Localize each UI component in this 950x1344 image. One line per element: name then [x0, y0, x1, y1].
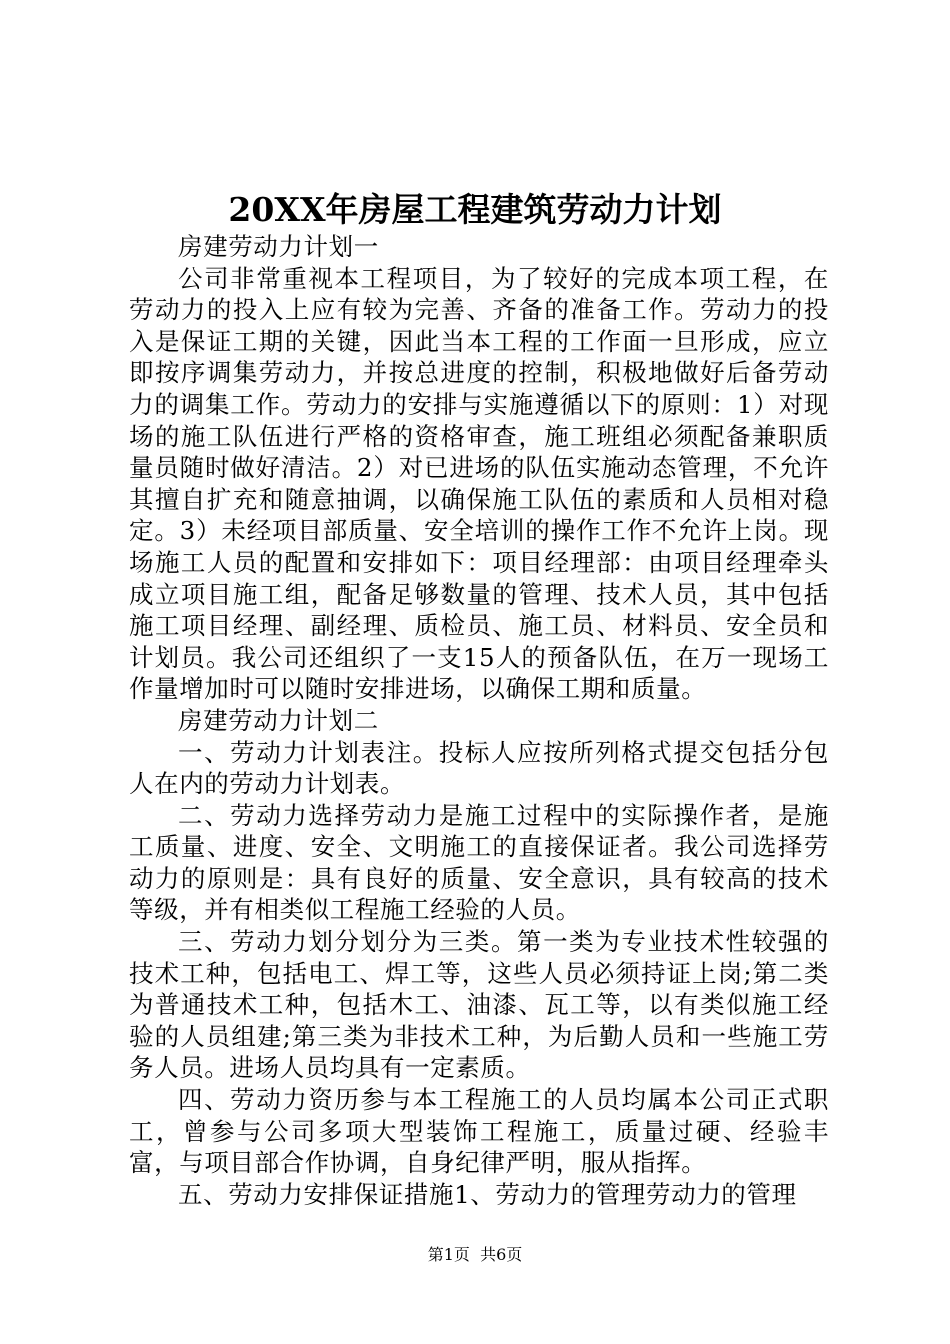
document-title: 20XX年房屋工程建筑劳动力计划 [228, 190, 722, 229]
document-body [129, 231, 829, 1210]
page-number-footer: 第1页 共6页 [427, 1245, 523, 1264]
paragraph-item-four: 四、劳动力资历参与本工程施工的人员均属本公司正式职工，曾参与公司多项大型装饰工程施工，质量过硬、经验丰富，与项目部合作协调，自身纪律严明，服从指挥。 [129, 1085, 829, 1178]
paragraph-plan-one-body: 公司非常重视本工程项目，为了较好的完成本项工程，在劳动力的投入上应有较为完善、齐备的准备工作。劳动力的投入是保证工期的关键，因此当本工程的工作面一旦形成，应立即按序调集劳动力，并按总进度的控制，积极地做好后备劳动力的调集工作。劳动力的安排与实施遵循以下的原则：1）对现场的施工队伍进行严格的资格审查，施工班组必须配备兼职质量员随时做好清洁。2）对已进场的队伍实施动态管理，不允许其擅自扩充和随意抽调，以确保施工队伍的素质和人员相对稳定。3）未经项目部质量、安全培训的操作工作不允许上岗。现场施工人员的配置和安排如下：项目经理部：由项目经理牵头成立项目施工组，配备足够数量的管理、技术人员，其中包括施工项目经理、副经理、质检员、施工员、材料员、安全员和计划员。我公司还组织了一支15人的预备队伍，在万一现场工作量增加时可以随时安排进场，以确保工期和质量。 [129, 263, 829, 704]
section-heading-plan-one: 房建劳动力计划一 [178, 232, 379, 261]
paragraph-item-two: 二、劳动力选择劳动力是施工过程中的实际操作者，是施工质量、进度、安全、文明施工的直接保证者。我公司选择劳动力的原则是：具有良好的质量、安全意识，具有较高的技术等级，并有相类似工程施工经验的人员。 [129, 800, 829, 925]
paragraph-item-one: 一、劳动力计划表注。投标人应按所列格式提交包括分包人在内的劳动力计划表。 [129, 737, 829, 799]
paragraph-item-five: 五、劳动力安排保证措施1、劳动力的管理劳动力的管理 [178, 1179, 797, 1209]
paragraph-item-three: 三、劳动力划分划分为三类。第一类为专业技术性较强的技术工种，包括电工、焊工等，这些人员必须持证上岗;第二类为普通技术工种，包括木工、油漆、瓦工等，以有类似施工经验的人员组建;第三类为非技术工种，为后勤人员和一些施工劳务人员。进场人员均具有一定素质。 [129, 927, 829, 1083]
section-heading-plan-two: 房建劳动力计划二 [178, 705, 379, 735]
